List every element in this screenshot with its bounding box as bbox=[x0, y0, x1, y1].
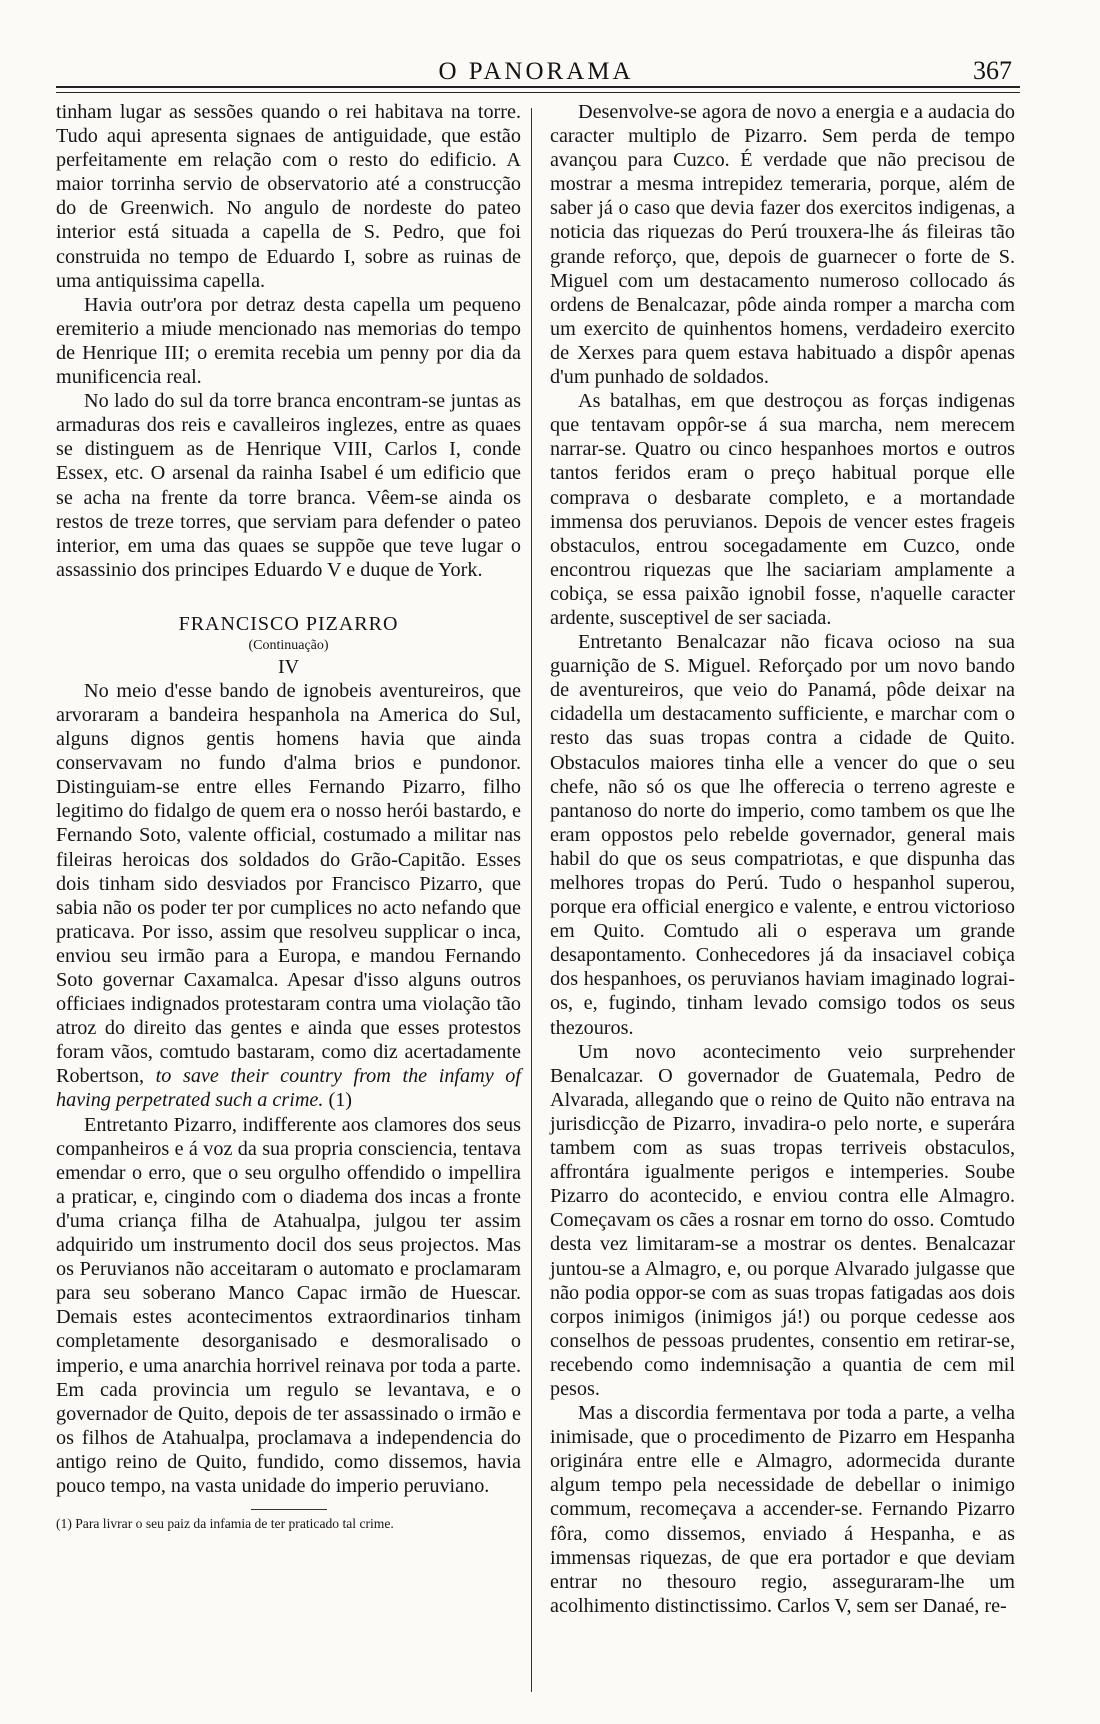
paragraph: Mas a discordia fermentava por toda a parte, a velha inimisade, que o procedimento de Pizarro em Hespanha originára entre elle e Almagro, adormecida durante algum tempo pela necessidade de debellar o inimigo commum, recomeçava a accender-se. Fernando Pizarro fôra, como dissemos, enviado á Hespanha, e as immensas riquezas, de que era portador e que deviam entrar no thesouro regio, asseguraram-lhe um acolhimento distinctissimo. Carlos V, sem ser Danaé, re- bbox=[550, 1402, 1015, 1617]
footnote-rule bbox=[251, 1509, 327, 1510]
chapter-number: IV bbox=[277, 655, 300, 678]
column-divider bbox=[531, 108, 532, 1692]
paragraph: No lado do sul da torre branca encontram-se juntas as armaduras dos reis e cavalleiros inglezes, entre as quaes se distinguem as de Henrique VIII, Carlos I, conde Essex, etc. O arsenal da rainha Isabel é um edificio que se acha na frente da torre branca. Vêem-se ainda os restos de treze torres, que serviam para defender o pateo interior, em uma das quaes se suppõe que teve lugar o assassinio dos principes Eduardo V e duque de York. bbox=[56, 390, 521, 581]
paragraph: Entretanto Pizarro, indifferente aos clamores dos seus companheiros e á voz da sua propria consciencia, tentava emendar o erro, que o seu orgulho offendido o impellira a praticar, e, cingindo com o diadema dos incas a fronte d'uma criança filha de Atahualpa, julgou ter assim adquirido um instrumento docil dos seus projectos. Mas os Peruvianos não acceitaram o automato e proclamaram para seu soberano Manco Capac irmão de Huescar. Demais estes acontecimentos extraordinarios tinham completamente desorganisado e desmoralisado o imperio, e uma anarchia horrivel reinava por toda a parte. Em cada provincia um regulo se levantava, e o governador de Quito, depois de ter assassinado o irmão e os filhos de Atahualpa, proclamava a independencia do antigo reino de Quito, fundido, como dissemos, havia pouco tempo, na vasta unidade do imperio peruviano. bbox=[56, 1113, 521, 1497]
left-column bbox=[56, 100, 521, 1532]
paragraph: Um novo acontecimento veio surprehender Benalcazar. O governador de Guatemala, Pedro de Alvarada, allegando que o reino de Quito não entrava na jurisdicção de Pizarro, invadira-o pelo norte, e superára tambem com as suas tropas terriveis obstaculos, affrontára igualmente perigos e intemperies. Soube Pizarro do acontecido, e enviou contra elle Almagro. Começavam os cães a rosnar em torno do osso. Comtudo desta vez limitaram-se a mostrar os dentes. Benalcazar juntou-se a Almagro, e, ou porque Alvarado julgasse que não podia oppor-se com as suas tropas fatigadas aos dois corpos inimigos (inimigos já!) ou porque cedesse aos conselhos de pessoas prudentes, consentio em retirar-se, recebendo como indemnisação a quantia de cem mil pesos. bbox=[550, 1040, 1015, 1400]
paragraph bbox=[56, 679, 521, 1113]
header-rule bbox=[56, 86, 1020, 88]
footnote-marker: (1) bbox=[323, 1089, 353, 1112]
footnote: (1) Para livrar o seu paiz da infamia de ter praticado tal crime. bbox=[56, 1516, 394, 1532]
header-rule-thin bbox=[56, 92, 1020, 93]
page-number: 367 bbox=[973, 56, 1012, 85]
paragraph-text: No meio d'esse bando de ignobeis aventureiros, que arvoraram a bandeira hespanhola na America do Sul, alguns dignos gentis homens havia que ainda conservavam no fundo d'alma brios e pundonor. Distinguiam-se entre elles Fernando Pizarro, filho legitimo do fidalgo de quem era o nosso herói bastardo, e Fernando Soto, valente official, costumado a militar nas fileiras heroicas dos soldados do Grão-Capitão. Esses dois tinham sido desviados por Francisco Pizarro, que sabia não os poder ter por cumplices no acto nefando que praticava. Por isso, assim que resolveu supplicar o inca, enviou seu irmão para a Europa, e mandou Fernando Soto governar Caxamalca. Apesar d'isso alguns outros officiaes indignados protestaram contra uma violação tão atroz do direito das gentes e ainda que esses protestos foram vãos, comtudo bastaram, como diz acertadamente Robertson, bbox=[56, 679, 521, 1088]
section-title: FRANCISCO PIZARRO bbox=[178, 612, 399, 635]
paragraph: Havia outr'ora por detraz desta capella um pequeno eremiterio a miude mencionado nas memorias do tempo de Henrique III; o eremita recebia um penny por dia da munificencia real. bbox=[56, 293, 521, 389]
paragraph: Entretanto Benalcazar não ficava ocioso na sua guarnição de S. Miguel. Reforçado por um novo bando de aventureiros, que veio do Panamá, pôde deixar na cidadella um destacamento sufficiente, e marchar com o resto das suas tropas contra a cidade de Quito. Obstaculos maiores tinha elle a vencer do que o seu chefe, não só os que lhe offerecia o terreno agreste e pantanoso do norte do imperio, como tambem os que lhe eram oppostos pelo rebelde governador, general mais habil do que os seus compatriotas, e que dispunha das melhores tropas do Perú. Tudo o hespanhol superou, porque era official energico e valente, e entrou victorioso em Quito. Comtudo ali o esperava um grande desapontamento. Conhecedores já da insaciavel cobiça dos hespanhoes, os peruvianos haviam imaginado lograi-os, e, fugindo, tinham levado comsigo todos os seus thezouros. bbox=[550, 631, 1015, 1039]
paragraph: tinham lugar as sessões quando o rei habitava na torre. Tudo aqui apresenta signaes de antiguidade, que estão perfeitamente em relação com o resto do edificio. A maior torrinha servio de observatorio até a construcção do de Greenwich. No angulo de nordeste do pateo interior está situada a capella de S. Pedro, que foi construida no tempo de Eduardo I, sobre as ruinas de uma antiquissima capella. bbox=[56, 101, 521, 292]
right-column bbox=[550, 100, 1015, 1618]
header-title: O PANORAMA bbox=[438, 58, 634, 85]
quotation-italic: to save their country from the infamy of having perpetrated such a crime. bbox=[56, 1065, 521, 1112]
paragraph: Desenvolve-se agora de novo a energia e a audacia do caracter multiplo de Pizarro. Sem perda de tempo avançou para Cuzco. É verdade que não precisou de mostrar a mesma intrepidez temeraria, porque, além de saber já o caso que devia fazer dos exercitos indigenas, a noticia das riquezas do Perú trouxera-lhe ás fileiras tão grande reforço, que, depois de guarnecer o forte de S. Miguel com um destacamento numeroso collocado ás ordens de Benalcazar, pôde ainda romper a marcha com um exercito de quinhentos homens, verdadeiro exercito de Xerxes para quem estava habituado a dispôr apenas d'um punhado de soldados. bbox=[550, 101, 1015, 389]
section-subtitle: (Continuação) bbox=[248, 637, 329, 653]
paragraph: As batalhas, em que destroçou as forças indigenas que tentavam oppôr-se á sua marcha, nem merecem narrar-se. Quatro ou cinco hespanhoes mortos e outros tantos feridos eram o preço habitual porque elle comprava o desbarate completo, e a mortandade immensa dos peruvianos. Depois de vencer estes frageis obstaculos, entrou socegadamente em Cuzco, onde encontrou riquezas que lhe saciariam amplamente a cobiça, se essa paixão ignobil fosse, n'aquelle caracter ardente, susceptivel de ser saciada. bbox=[550, 390, 1015, 629]
